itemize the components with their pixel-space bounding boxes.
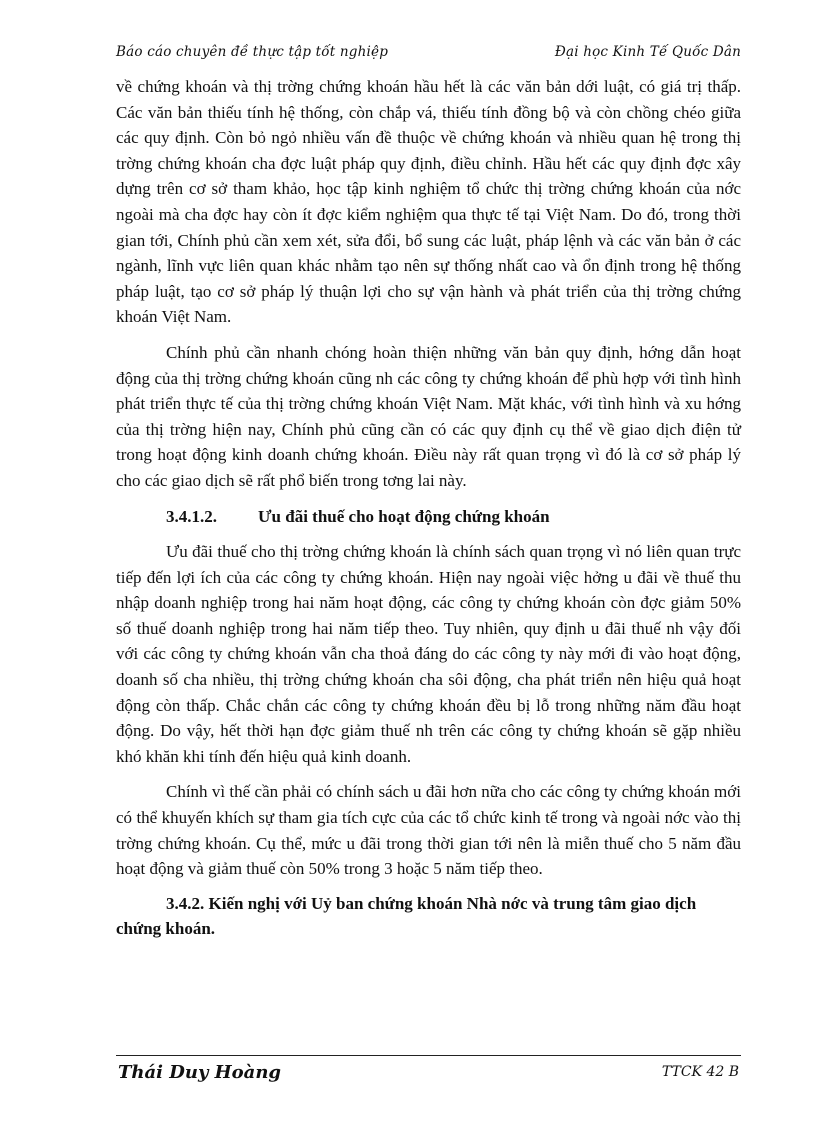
footer-divider <box>116 1055 741 1056</box>
section-heading-tax-incentives <box>116 504 741 530</box>
header-report-title: Báo cáo chuyên đề thực tập tốt nghiệp <box>116 44 389 60</box>
paragraph-government-regulation: Chính phủ cần nhanh chóng hoàn thiện những văn bản quy định, hớng dẫn hoạt động của thị trờng chứng khoán cũng nh các công ty chứng khoán để phù hợp với tình hình phát triển thực tế của thị trờng chứng khoán Việt Nam. Mặt khác, với tình hình và xu hớng của thị trờng hiện nay, Chính phủ cũng cần có các quy định cụ thể về giao dịch điện tử trong hoạt động kinh doanh chứng khoán. Điều này rất quan trọng vì đó là cơ sở pháp lý cho các giao dịch sẽ rất phổ biến trong tơng lai này. <box>116 342 741 490</box>
body-text <box>116 74 741 942</box>
header-university: Đại học Kinh Tế Quốc Dân <box>554 44 741 60</box>
page-header <box>116 44 741 70</box>
section-heading-recommendations: 3.4.2. Kiến nghị với Uỷ ban chứng khoán Nhà nớc và trung tâm giao dịch chứng khoán. <box>116 893 697 939</box>
page-footer <box>116 1060 741 1084</box>
paragraph-legal-framework: về chứng khoán và thị trờng chứng khoán hầu hết là các văn bản dới luật, có giá trị thấp. Các văn bản thiếu tính hệ thống, còn chắp vá, thiếu tính đồng bộ và còn chồng chéo giữa các quy định. Còn bỏ ngỏ nhiều vấn đề thuộc về chứng khoán và nhiều quan hệ trong thị trờng chứng khoán cha đợc luật pháp quy định, điều chỉnh. Hầu hết các quy định đợc xây dựng trên cơ sở tham khảo, học tập kinh nghiệm tổ chức thị trờng chứng khoán của nớc ngoài mà cha đợc hay còn ít đợc kiểm nghiệm qua thực tế tại Việt Nam. Do đó, trong thời gian tới, Chính phủ cần xem xét, sửa đổi, bổ sung các luật, pháp lệnh và các văn bản ở các ngành, lĩnh vực liên quan khác nhằm tạo nên sự thống nhất cao và ổn định trong hệ thống pháp luật, tạo cơ sở pháp lý thuận lợi cho sự vận hành và phát triển của thị trờng chứng khoán Việt Nam. <box>116 77 741 327</box>
section-number: 3.4.1.2. <box>166 506 217 526</box>
paragraph-tax-incentives: Ưu đãi thuế cho thị trờng chứng khoán là chính sách quan trọng vì nó liên quan trực tiếp đến lợi ích của các công ty chứng khoán. Hiện nay ngoài việc hởng u đãi về thuế thu nhập doanh nghiệp trong hai năm hoạt động, các công ty chứng khoán còn đợc giảm 50% số thuế doanh nghiệp trong hai năm tiếp theo. Tuy nhiên, quy định u đãi thuế nh vậy đối với các công ty chứng khoán vẫn cha thoả đáng do các công ty này mới đi vào hoạt động, doanh số cha nhiều, thị trờng chứng khoán cha sôi động, cha phát triển nên hiệu quả hoạt động còn thấp. Chắc chắn các công ty chứng khoán đều bị lỗ trong những năm đầu hoạt động. Do vậy, hết thời hạn đợc giảm thuế nh trên các công ty chứng khoán sẽ gặp nhiều khó khăn khi tính đến hiệu quả kinh doanh. <box>116 542 741 766</box>
footer-class: TTCK 42 B <box>661 1064 739 1080</box>
section-title: Ưu đãi thuế cho hoạt động chứng khoán <box>258 506 550 526</box>
paragraph-tax-proposal: Chính vì thế cần phải có chính sách u đãi hơn nữa cho các công ty chứng khoán mới có thể khuyến khích sự tham gia tích cực của các tổ chức kinh tế trong và ngoài nớc vào thị trờng chứng khoán. Cụ thể, mức u đãi trong thời gian tới nên là miễn thuế cho 5 năm đầu hoạt động và giảm thuế còn 50% trong 3 hoặc 5 năm tiếp theo. <box>116 782 741 879</box>
footer-author: Thái Duy Hoàng <box>118 1062 282 1083</box>
